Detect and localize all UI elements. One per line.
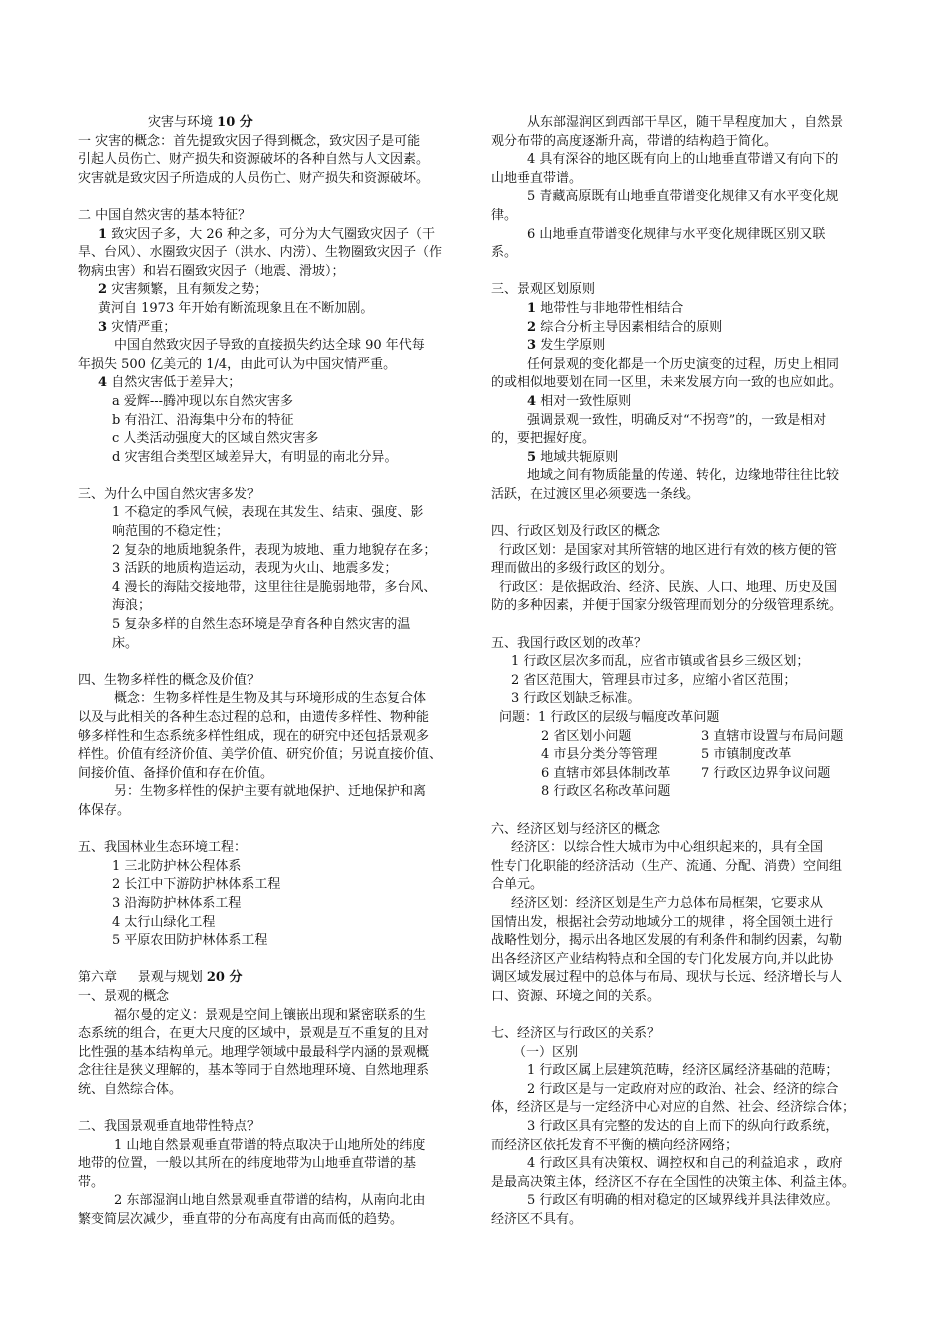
table-row: 4 市县分类分等管理 5 市镇制度改革 xyxy=(541,747,792,763)
section-title: 灾害与环境 10 分 xyxy=(148,115,253,130)
list-item: 2 省区范围大，管理县市过多，应缩小省区范围； xyxy=(511,672,797,688)
heading: 五、我国行政区划的改革？ xyxy=(491,635,648,651)
heading: 四、行政区划及行政区的概念 xyxy=(491,524,661,540)
heading: 一、景观的概念 xyxy=(78,988,170,1004)
text-line: 间接价值、备择价值和存在价值。 xyxy=(78,765,274,781)
list-item: 4 自然灾害低于差异大； xyxy=(98,375,242,391)
text-line: 中国自然致灾因子导致的直接损失约达全球 90 年代每 xyxy=(114,338,425,354)
right-column xyxy=(491,114,877,1230)
text-line: 统、自然综合体。 xyxy=(78,1081,183,1097)
heading: 三、为什么中国自然灾害多发？ xyxy=(78,486,261,502)
text-line: 3 行政区具有完整的发达的自上而下的纵向行政系统， xyxy=(527,1119,839,1135)
text-line: 体，经济区是与一定经济中心对应的自然、社会、经济综合体； xyxy=(491,1100,856,1116)
list-item: b 有沿江、沿海集中分布的特征 xyxy=(112,412,294,428)
list-item: 4 太行山绿化工程 xyxy=(112,914,216,930)
text-line: 年损失 500 亿美元的 1/4，由此可认为中国灾情严重。 xyxy=(78,356,397,372)
text-line: 的，要把握好度。 xyxy=(491,431,596,447)
chapter-heading: 第六章 景观与规划 20 分 xyxy=(78,970,243,986)
heading: 六、经济区划与经济区的概念 xyxy=(491,821,661,837)
text-line: 强调景观一致性，明确反对“不拐弯”的，一致是相对 xyxy=(527,412,827,428)
text-line: 合单元。 xyxy=(491,877,544,893)
heading: 二、我国景观垂直地带性特点？ xyxy=(78,1119,261,1135)
text-line: 引起人员伤亡、财产损失和资源破坏的各种自然与人文因素。 xyxy=(78,152,430,168)
text-line: 战略性划分，揭示出各地区发展的有利条件和制约因素，勾勒 xyxy=(491,933,843,949)
list-item: 3 沿海防护林体系工程 xyxy=(112,895,242,911)
list-item: 5 地域共轭原则 xyxy=(527,449,619,465)
text-line: 地域之间有物质能量的传递、转化，边缘地带往往比较 xyxy=(527,468,840,484)
list-item: 4 相对一致性原则 xyxy=(527,393,632,409)
text-line: 念往往是狭义理解的，基本等同于自然地理环境、自然地理系 xyxy=(78,1063,430,1079)
list-item: 2 综合分析主导因素相结合的原则 xyxy=(527,319,723,335)
text-line: 样性。价值有经济价值、美学价值、研究价值；另说直接价值、 xyxy=(78,747,443,763)
text-line: 福尔曼的定义：景观是空间上镶嵌出现和紧密联系的生 xyxy=(114,1007,427,1023)
list-item: 3 活跃的地质构造运动，表现为火山、地震多发； xyxy=(112,561,398,577)
text-line: 2 行政区是与一定政府对应的政治、社会、经济的综合 xyxy=(527,1081,839,1097)
text-line: 黄河自 1973 年开始有断流现象且在不断加剧。 xyxy=(98,300,374,316)
text-line: 带。 xyxy=(78,1174,105,1190)
text-line: 1 山地自然景观垂直带谱的特点取决于山地所处的纬度 xyxy=(114,1137,426,1153)
text-line: 1 行政区属上层建筑范畴，经济区属经济基础的范畴； xyxy=(527,1063,839,1079)
list-item: 3 灾情严重； xyxy=(98,319,177,335)
list-item: 2 灾害频繁，且有频发之势； xyxy=(98,282,268,298)
text-line: 旱、台风）、水圈致灾因子（洪水、内涝）、生物圈致灾因子（作 xyxy=(78,245,443,261)
text-line: 繁变简层次减少，垂直带的分布高度有由高而低的趋势。 xyxy=(78,1212,404,1228)
text-line: 地带的位置，一般以其所在的纬度地带为山地垂直带谱的基 xyxy=(78,1156,417,1172)
text-line: 是最高决策主体，经济区不存在全国性的决策主体、利益主体。 xyxy=(491,1174,856,1190)
list-item: c 人类活动强度大的区域自然灾害多 xyxy=(112,431,319,447)
heading: 四、生物多样性的概念及价值？ xyxy=(78,672,261,688)
list-item: 5 平原农田防护林体系工程 xyxy=(112,933,268,949)
list-item: 1 不稳定的季风气候，表现在其发生、结束、强度、影 xyxy=(112,505,424,521)
list-item: 1 地带性与非地带性相结合 xyxy=(527,300,684,316)
text-line: 调区域发展过程中的总体与布局、现状与长远、经济增长与人 xyxy=(491,970,843,986)
heading: 三、景观区划原则 xyxy=(491,282,596,298)
heading: 五、我国林业生态环境工程： xyxy=(78,840,248,856)
heading: 二 中国自然灾害的基本特征？ xyxy=(78,207,252,223)
text-line: 性专门化职能的经济活动（生产、流通、分配、消费）空间组 xyxy=(491,858,843,874)
text-line: 物病虫害）和岩石圈致灾因子（地震、滑坡）； xyxy=(78,263,345,279)
table-row: 6 直辖市郊县体制改革 7 行政区边界争议问题 xyxy=(541,765,831,781)
list-item: 4 漫长的海陆交接地带，这里往往是脆弱地带，多台风、 xyxy=(112,579,437,595)
list-item: 响范围的不稳定性； xyxy=(112,524,230,540)
list-item: 3 行政区划缺乏标准。 xyxy=(511,691,641,707)
text-line: 4 行政区具有决策权、调控权和自己的利益追求 ，政府 xyxy=(527,1156,843,1172)
text-line: 以及与此相关的各种生态过程的总和，由遗传多样性、物种能 xyxy=(78,710,430,725)
text-line: 体保存。 xyxy=(78,802,131,818)
text-line: 5 行政区有明确的相对稳定的区域界线并具法律效应。 xyxy=(527,1193,839,1209)
text-line: 任何景观的变化都是一个历史演变的过程，历史上相同 xyxy=(527,356,840,372)
text-line: 行政区：是依据政治、经济、民族、人口、地理、历史及国 xyxy=(499,579,838,595)
list-item: 1 致灾因子多，大 26 种之多，可分为大气圈致灾因子（干 xyxy=(98,226,435,242)
text-line: 系。 xyxy=(491,245,518,261)
text-line: 律。 xyxy=(491,207,518,223)
text-line: 的或相似地要划在同一区里，未来发展方向一致的也应如此。 xyxy=(491,375,843,391)
text-line: 国情出发，根据社会劳动地域分工的规律 ，将全国领土进行 xyxy=(491,914,834,930)
text-line: 够多样性和生态系统多样性组成，现在的研究中还包括景观多 xyxy=(78,728,430,744)
list-item: 问题：1 行政区的层级与幅度改革问题 xyxy=(499,710,720,725)
list-item: d 灾害组合类型区域差异大，有明显的南北分异。 xyxy=(112,449,398,465)
list-item: 床。 xyxy=(112,635,139,651)
text-line: 从东部湿润区到西部干旱区，随干旱程度加大 ，自然景 xyxy=(527,115,844,130)
text-line: 活跃，在过渡区里必须要选一条线。 xyxy=(491,486,700,502)
text-line: 比性强的基本结构单元。地理学领域中最最科学内涵的景观概 xyxy=(78,1044,430,1060)
left-column xyxy=(78,114,466,1230)
text-line: 而经济区依托发育不平衡的横向经济网络； xyxy=(491,1137,739,1153)
text-line: 观分布带的高度逐渐升高，带谱的结构趋于简化。 xyxy=(491,133,778,149)
text-line: 2 东部湿润山地自然景观垂直带谱的结构，从南向北由 xyxy=(114,1193,426,1209)
text-line: 防的多种因素，并便于国家分级管理而划分的分级管理系统。 xyxy=(491,598,843,614)
list-item: 海浪； xyxy=(112,598,152,614)
text-line: 口、资源、环境之间的关系。 xyxy=(491,988,661,1004)
text-line: 行政区划：是国家对其所管辖的地区进行有效的核方便的管 xyxy=(499,542,838,558)
heading: 七、经济区与行政区的关系？ xyxy=(491,1026,661,1042)
subheading: （一）区别 xyxy=(513,1044,579,1060)
text-line: 5 青藏高原既有山地垂直带谱变化规律又有水平变化规 xyxy=(527,189,839,205)
text-line: 4 具有深谷的地区既有向上的山地垂直带谱又有向下的 xyxy=(527,152,839,168)
text-line: 经济区划：经济区划是生产力总体布局框架，它要求从 xyxy=(511,895,824,911)
text-line: 经济区：以综合性大城市为中心组织起来的，具有全国 xyxy=(511,840,824,856)
table-row: 2 省区划小问题 3 直辖市设置与布局问题 xyxy=(541,728,844,744)
text-line: 灾害就是致灾因子所造成的人员伤亡、财产损失和资源破坏。 xyxy=(78,170,430,186)
list-item: 8 行政区名称改革问题 xyxy=(541,784,671,800)
text-line: 一 灾害的概念：首先提致灾因子得到概念，致灾因子是可能 xyxy=(78,133,421,149)
list-item: 3 发生学原则 xyxy=(527,338,606,354)
list-item: 1 三北防护林公程体系 xyxy=(112,858,242,874)
list-item: 1 行政区层次多而乱，应省市镇或省县乡三级区划； xyxy=(511,654,810,670)
text-line: 出各经济区产业结构特点和全国的专门化发展方向,并以此协 xyxy=(491,951,834,967)
list-item: 2 长江中下游防护林体系工程 xyxy=(112,877,281,893)
text-line: 6 山地垂直带谱变化规律与水平变化规律既区别又联 xyxy=(527,226,826,242)
text-line: 概念：生物多样性是生物及其与环境形成的生态复合体 xyxy=(114,691,427,707)
text-line: 态系统的组合，在更大尺度的区域中，景观是互不重复的且对 xyxy=(78,1026,430,1042)
list-item: 5 复杂多样的自然生态环境是孕育各种自然灾害的温 xyxy=(112,617,411,633)
text-line: 另：生物多样性的保护主要有就地保护、迁地保护和离 xyxy=(114,784,427,800)
list-item: 2 复杂的地质地貌条件，表现为坡地、重力地貌存在多； xyxy=(112,542,437,558)
text-line: 山地垂直带谱。 xyxy=(491,170,583,186)
text-line: 经济区不具有。 xyxy=(491,1212,583,1228)
text-line: 理而做出的多级行政区的划分。 xyxy=(491,561,674,577)
list-item: a 爱辉---腾冲现以东自然灾害多 xyxy=(112,393,294,409)
